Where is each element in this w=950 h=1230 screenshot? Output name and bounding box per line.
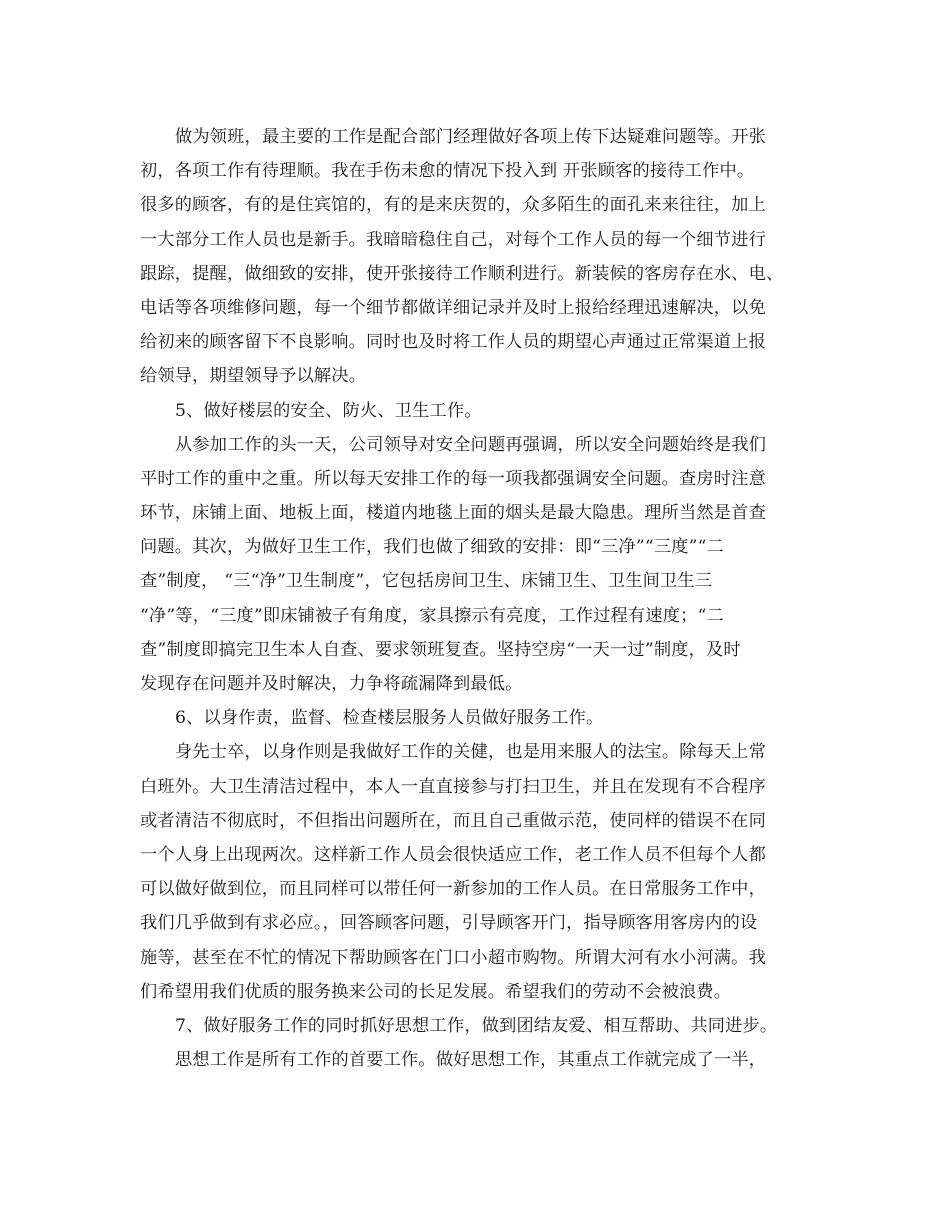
text-line: 5、做好楼层的安全、防火、卫生工作。 bbox=[175, 400, 482, 421]
text-line: 可以做好做到位，而且同样可以带任何一新参加的工作人员。在日常服务工作中， bbox=[140, 879, 766, 900]
text-line: 很多的顾客，有的是住宾馆的，有的是来庆贺的，众多陌生的面孔来来往往，加上 bbox=[140, 195, 766, 216]
text-line: 一大部分工作人员也是新手。我暗暗稳住自己，对每个工作人员的每一个细节进行 bbox=[140, 229, 766, 250]
text-line: 给领导，期望领导予以解决。 bbox=[140, 366, 367, 387]
text-line: 我们几乎做到有求必应。，回答顾客问题，引导顾客开门，指导顾客用客房内的设 bbox=[140, 913, 758, 934]
text-line: 白班外。大卫生清洁过程中，本人一直直接参与打扫卫生，并且在发现有不合程序 bbox=[140, 776, 766, 797]
text-line: 6、以身作责，监督、检查楼层服务人员做好服务工作。 bbox=[175, 708, 604, 729]
text-line: 电话等各项维修问题，每一个细节都做详细记录并及时上报给经理迅速解决，以免 bbox=[140, 297, 766, 318]
text-line: 身先士卒，以身作则是我做好工作的关健，也是用来服人的法宝。除每天上常 bbox=[175, 742, 767, 763]
text-line: 查”制度， “三“净”卫生制度”，它包括房间卫生、床铺卫生、卫生间卫生三 bbox=[140, 571, 713, 592]
text-line: 思想工作是所有工作的首要工作。做好思想工作，其重点工作就完成了一半， bbox=[175, 1050, 767, 1071]
text-line: 做为领班，最主要的工作是配合部门经理做好各项上传下达疑难问题等。开张 bbox=[175, 127, 767, 147]
text-line: 们希望用我们优质的服务换来公司的长足发展。希望我们的劳动不会被浪费。 bbox=[140, 981, 732, 1002]
text-line: 从参加工作的头一天，公司领导对安全问题再强调，所以安全问题始终是我们 bbox=[175, 434, 767, 455]
text-line: “净”等，“三度”即床铺被子有角度，家具擦示有亮度，工作过程有速度；“二 bbox=[140, 605, 724, 626]
text-line: 给初来的顾客留下不良影响。同时也及时将工作人员的期望心声通过正常渠道上报 bbox=[140, 332, 766, 353]
document-body-text bbox=[140, 120, 820, 1077]
text-line: 跟踪，提醒，做细致的安排，使开张接待工作顺利进行。新装候的客房存在水、电、 bbox=[140, 263, 784, 284]
text-line: 平时工作的重中之重。所以每天安排工作的每一项我都强调安全问题。查房时注意 bbox=[140, 468, 766, 489]
text-line: 7、做好服务工作的同时抓好思想工作，做到团结友爱、相互帮助、共同进步。 bbox=[175, 1015, 778, 1036]
text-line: 初，各项工作有待理顺。我在手伤未愈的情况下投入到 开张顾客的接待工作中。 bbox=[140, 161, 755, 182]
text-line: 查”制度即搞完卫生本人自查、要求领班复查。坚持空房“一天一过”制度，及时 bbox=[140, 639, 741, 660]
text-line: 问题。其次，为做好卫生工作，我们也做了细致的安排：即“三净”“三度”“二 bbox=[140, 537, 724, 558]
text-line: 一个人身上出现两次。这样新工作人员会很快适应工作，老工作人员不但每个人都 bbox=[140, 844, 766, 865]
text-line: 或者清洁不彻底时，不但指出问题所在，而且自己重做示范，使同样的错误不在同 bbox=[140, 810, 766, 831]
text-line: 发现存在问题并及时解决，力争将疏漏降到最低。 bbox=[140, 674, 523, 694]
text-line: 施等，甚至在不忙的情况下帮助顾客在门口小超市购物。所谓大河有水小河满。我 bbox=[140, 947, 766, 968]
text-line: 环节，床铺上面、地板上面，楼道内地毯上面的烟头是最大隐患。理所当然是首查 bbox=[140, 503, 766, 524]
